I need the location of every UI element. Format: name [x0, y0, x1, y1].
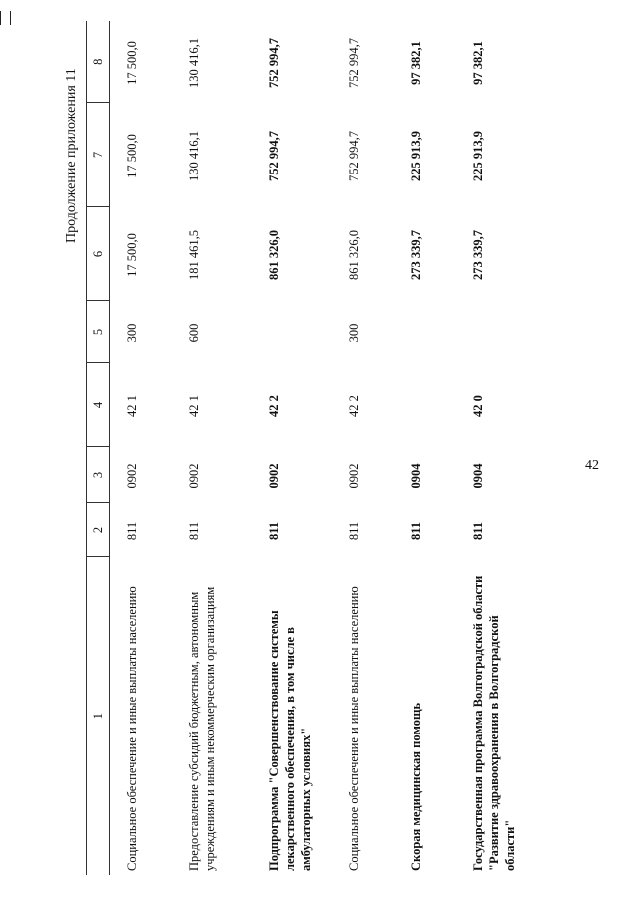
cell-c5	[394, 301, 456, 363]
cell-c8: 130 416,1	[187, 38, 201, 88]
row-name: Социальное обеспечение и иные выплаты населению	[347, 586, 361, 871]
cell-c2: 811	[471, 521, 485, 541]
row-name: Государственная программа Волгоградской области "Развитие здравоохранения в Волгоградской области"	[471, 575, 517, 871]
cell-c3: 0902	[347, 463, 361, 489]
cell-c6: 17 500,0	[125, 233, 139, 277]
table-row	[332, 21, 394, 875]
cell-c3: 0904	[409, 463, 423, 489]
cell-c8: 97 382,1	[471, 41, 485, 85]
row-name: Предоставление субсидий бюджетным, автономным учреждениям и иным некоммерческим организациям	[187, 586, 217, 871]
cell-c5: 600	[187, 323, 201, 343]
header-cell: 3	[87, 447, 110, 503]
cell-c4: 42 2	[347, 395, 361, 417]
cell-c7: 17 500,0	[125, 134, 139, 178]
cell-c6: 273 339,7	[409, 230, 423, 280]
table-row	[394, 21, 456, 875]
cell-c6: 861 326,0	[267, 230, 281, 280]
row-name: Социальное обеспечение и иные выплаты населению	[125, 586, 139, 871]
cell-c2: 811	[409, 521, 423, 541]
page-number: 42	[585, 458, 599, 473]
cell-c4: 42 1	[187, 395, 201, 417]
continuation-caption: Продолжение приложения 11	[64, 68, 79, 243]
table-row	[456, 21, 536, 875]
cell-c5	[252, 301, 332, 363]
cell-c7: 225 913,9	[409, 131, 423, 181]
table-row	[110, 21, 173, 875]
cell-c8: 97 382,1	[409, 41, 423, 85]
cell-c7: 130 416,1	[187, 131, 201, 181]
cell-c2: 811	[347, 521, 361, 541]
corner-mark	[0, 11, 11, 25]
table-header-row	[87, 21, 110, 875]
budget-table	[86, 21, 536, 875]
cell-c3: 0904	[471, 463, 485, 489]
row-name: Подпрограмма "Совершенствование системы лекарственного обеспечения, в том числе в амбулаторных условиях"	[267, 610, 313, 871]
cell-c8: 17 500,0	[125, 41, 139, 85]
cell-c7: 225 913,9	[471, 131, 485, 181]
cell-c2: 811	[267, 521, 281, 541]
cell-c8: 752 994,7	[347, 38, 361, 88]
cell-c7: 752 994,7	[267, 131, 281, 181]
cell-c3: 0902	[187, 463, 201, 489]
cell-c8: 752 994,7	[267, 38, 281, 88]
cell-c6: 273 339,7	[471, 230, 485, 280]
table-row	[172, 21, 252, 875]
table-row	[252, 21, 332, 875]
cell-c4: 42 1	[125, 395, 139, 417]
header-cell: 6	[87, 207, 110, 301]
header-cell: 5	[87, 301, 110, 363]
row-name: Скорая медицинская помощь	[409, 702, 423, 871]
cell-c4: 42 2	[267, 395, 281, 417]
cell-c6: 861 326,0	[347, 230, 361, 280]
cell-c3: 0902	[267, 463, 281, 489]
header-cell: 7	[87, 103, 110, 207]
cell-c5	[456, 301, 536, 363]
cell-c4	[394, 363, 456, 447]
header-cell: 8	[87, 21, 110, 103]
cell-c6: 181 461,5	[187, 230, 201, 280]
cell-c2: 811	[187, 521, 201, 541]
cell-c4: 42 0	[471, 395, 485, 417]
header-cell: 4	[87, 363, 110, 447]
cell-c2: 811	[125, 521, 139, 541]
cell-c5: 300	[125, 323, 139, 343]
header-cell: 1	[87, 557, 110, 875]
cell-c5: 300	[347, 323, 361, 343]
header-cell: 2	[87, 503, 110, 557]
cell-c3: 0902	[125, 463, 139, 489]
cell-c7: 752 994,7	[347, 131, 361, 181]
